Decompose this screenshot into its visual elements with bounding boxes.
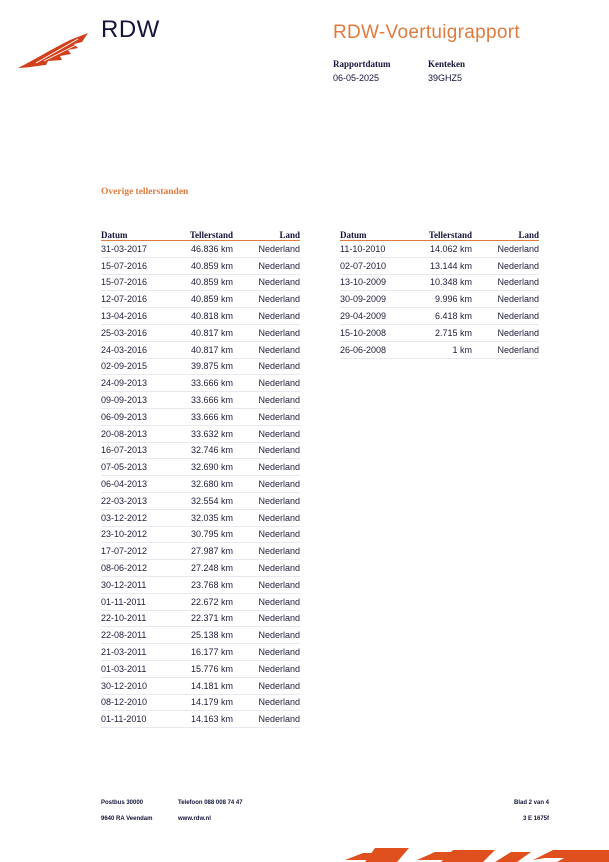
row-date: 01-11-2011 — [101, 593, 173, 610]
row-date: 17-07-2012 — [101, 543, 173, 560]
row-km: 1 km — [412, 341, 472, 358]
table-row — [101, 392, 300, 409]
row-date: 02-09-2015 — [101, 358, 173, 375]
row-country: Nederland — [233, 509, 300, 526]
row-country: Nederland — [472, 308, 539, 325]
row-date: 09-09-2013 — [101, 392, 173, 409]
row-date: 15-07-2016 — [101, 274, 173, 291]
row-km: 40.859 km — [173, 291, 233, 308]
row-date: 12-07-2016 — [101, 291, 173, 308]
table-row — [101, 375, 300, 392]
table-row — [101, 660, 300, 677]
row-date: 30-12-2011 — [101, 576, 173, 593]
row-km: 33.632 km — [173, 425, 233, 442]
table-row — [340, 308, 539, 325]
row-km: 40.818 km — [173, 308, 233, 325]
row-km: 32.680 km — [173, 476, 233, 493]
header-country: Land — [233, 229, 300, 241]
rdw-logo-icon — [16, 30, 90, 72]
row-country: Nederland — [233, 694, 300, 711]
row-country: Nederland — [233, 442, 300, 459]
table-row — [101, 459, 300, 476]
table-row — [101, 476, 300, 493]
table-row — [101, 257, 300, 274]
row-km: 46.836 km — [173, 241, 233, 258]
row-country: Nederland — [233, 576, 300, 593]
table-row — [101, 610, 300, 627]
row-km: 2.715 km — [412, 324, 472, 341]
table-row — [101, 711, 300, 728]
row-km: 6.418 km — [412, 308, 472, 325]
header-km: Tellerstand — [412, 229, 472, 241]
row-date: 08-06-2012 — [101, 560, 173, 577]
row-country: Nederland — [233, 241, 300, 258]
row-km: 33.666 km — [173, 375, 233, 392]
orange-stripes-decoration — [345, 846, 609, 862]
row-km: 9.996 km — [412, 291, 472, 308]
plate-label: Kenteken — [428, 59, 465, 69]
row-km: 14.179 km — [173, 694, 233, 711]
report-date-value: 06-05-2025 — [333, 73, 380, 83]
row-km: 32.554 km — [173, 492, 233, 509]
table-row — [101, 442, 300, 459]
row-country: Nederland — [233, 660, 300, 677]
row-country: Nederland — [233, 526, 300, 543]
row-date: 22-10-2011 — [101, 610, 173, 627]
row-country: Nederland — [233, 644, 300, 661]
row-date: 06-04-2013 — [101, 476, 173, 493]
row-country: Nederland — [233, 593, 300, 610]
row-country: Nederland — [233, 543, 300, 560]
row-date: 21-03-2011 — [101, 644, 173, 661]
row-country: Nederland — [233, 324, 300, 341]
row-country: Nederland — [233, 677, 300, 694]
row-date: 03-12-2012 — [101, 509, 173, 526]
table-row — [101, 677, 300, 694]
row-date: 13-04-2016 — [101, 308, 173, 325]
table-row — [101, 509, 300, 526]
row-country: Nederland — [233, 291, 300, 308]
table-row — [101, 593, 300, 610]
row-date: 01-03-2011 — [101, 660, 173, 677]
row-country: Nederland — [233, 425, 300, 442]
row-km: 22.672 km — [173, 593, 233, 610]
report-title: RDW-Voertuigrapport — [333, 22, 520, 43]
header-date: Datum — [101, 229, 173, 241]
report-date-label: Rapportdatum — [333, 59, 391, 69]
row-km: 14.181 km — [173, 677, 233, 694]
table-row — [101, 241, 300, 258]
row-country: Nederland — [233, 257, 300, 274]
row-date: 25-03-2016 — [101, 324, 173, 341]
row-country: Nederland — [472, 341, 539, 358]
row-country: Nederland — [233, 358, 300, 375]
row-date: 22-08-2011 — [101, 627, 173, 644]
row-country: Nederland — [233, 392, 300, 409]
row-country: Nederland — [233, 610, 300, 627]
row-km: 25.138 km — [173, 627, 233, 644]
row-country: Nederland — [233, 341, 300, 358]
row-date: 01-11-2010 — [101, 711, 173, 728]
table-header-row — [101, 229, 300, 241]
row-country: Nederland — [233, 408, 300, 425]
row-date: 31-03-2017 — [101, 241, 173, 258]
table-row — [340, 341, 539, 358]
row-km: 27.987 km — [173, 543, 233, 560]
row-date: 22-03-2013 — [101, 492, 173, 509]
table-row — [101, 543, 300, 560]
row-km: 40.817 km — [173, 341, 233, 358]
row-date: 13-10-2009 — [340, 274, 412, 291]
row-date: 15-07-2016 — [101, 257, 173, 274]
header-date: Datum — [340, 229, 412, 241]
row-country: Nederland — [233, 375, 300, 392]
row-country: Nederland — [233, 459, 300, 476]
row-country: Nederland — [472, 291, 539, 308]
row-km: 30.795 km — [173, 526, 233, 543]
row-date: 24-03-2016 — [101, 341, 173, 358]
footer-postbus: Postbus 30000 — [101, 800, 144, 806]
row-km: 32.746 km — [173, 442, 233, 459]
table-row — [101, 358, 300, 375]
row-country: Nederland — [233, 476, 300, 493]
table-row — [101, 291, 300, 308]
row-km: 39.875 km — [173, 358, 233, 375]
row-km: 13.144 km — [412, 257, 472, 274]
row-date: 16-07-2013 — [101, 442, 173, 459]
row-date: 11-10-2010 — [340, 241, 412, 258]
header-country: Land — [472, 229, 539, 241]
table-row — [101, 274, 300, 291]
table-row — [101, 560, 300, 577]
row-date: 29-04-2009 — [340, 308, 412, 325]
logo-text: RDW — [101, 16, 160, 43]
row-country: Nederland — [233, 274, 300, 291]
row-km: 14.163 km — [173, 711, 233, 728]
table-row — [101, 308, 300, 325]
row-date: 26-06-2008 — [340, 341, 412, 358]
row-date: 07-05-2013 — [101, 459, 173, 476]
table-row — [101, 408, 300, 425]
row-date: 24-09-2013 — [101, 375, 173, 392]
odometer-table-right — [340, 229, 539, 359]
row-country: Nederland — [472, 324, 539, 341]
row-date: 30-12-2010 — [101, 677, 173, 694]
row-km: 40.817 km — [173, 324, 233, 341]
table-header-row — [340, 229, 539, 241]
row-country: Nederland — [233, 711, 300, 728]
plate-value: 39GHZ5 — [428, 73, 463, 83]
row-country: Nederland — [472, 241, 539, 258]
table-row — [340, 324, 539, 341]
row-country: Nederland — [233, 560, 300, 577]
row-km: 10.348 km — [412, 274, 472, 291]
row-date: 15-10-2008 — [340, 324, 412, 341]
row-km: 22.371 km — [173, 610, 233, 627]
table-row — [101, 492, 300, 509]
table-row — [101, 341, 300, 358]
row-country: Nederland — [233, 308, 300, 325]
row-km: 40.859 km — [173, 274, 233, 291]
row-km: 40.859 km — [173, 257, 233, 274]
table-row — [101, 627, 300, 644]
table-row — [340, 291, 539, 308]
row-km: 27.248 km — [173, 560, 233, 577]
footer-city: 9640 RA Veendam — [101, 816, 153, 822]
table-row — [340, 257, 539, 274]
footer-page-number: Blad 2 van 4 — [513, 800, 549, 806]
table-row — [101, 694, 300, 711]
row-km: 33.666 km — [173, 408, 233, 425]
table-row — [101, 644, 300, 661]
table-row — [340, 241, 539, 258]
row-date: 20-08-2013 — [101, 425, 173, 442]
row-country: Nederland — [233, 627, 300, 644]
table-row — [340, 274, 539, 291]
row-km: 33.666 km — [173, 392, 233, 409]
row-km: 14.062 km — [412, 241, 472, 258]
table-row — [101, 576, 300, 593]
header-km: Tellerstand — [173, 229, 233, 241]
row-km: 23.768 km — [173, 576, 233, 593]
footer-code: 3 E 1675f — [522, 816, 549, 822]
row-date: 06-09-2013 — [101, 408, 173, 425]
row-km: 32.690 km — [173, 459, 233, 476]
row-date: 30-09-2009 — [340, 291, 412, 308]
table-row — [101, 324, 300, 341]
row-country: Nederland — [233, 492, 300, 509]
odometer-table-left — [101, 229, 300, 728]
row-date: 02-07-2010 — [340, 257, 412, 274]
table-row — [101, 425, 300, 442]
footer-web: www.rdw.nl — [178, 816, 211, 822]
section-title: Overige tellerstanden — [101, 187, 189, 197]
row-km: 16.177 km — [173, 644, 233, 661]
table-row — [101, 526, 300, 543]
footer-phone: Telefoon 088 008 74 47 — [178, 800, 243, 806]
row-date: 23-10-2012 — [101, 526, 173, 543]
row-country: Nederland — [472, 257, 539, 274]
row-country: Nederland — [472, 274, 539, 291]
row-date: 08-12-2010 — [101, 694, 173, 711]
row-km: 15.776 km — [173, 660, 233, 677]
row-km: 32.035 km — [173, 509, 233, 526]
